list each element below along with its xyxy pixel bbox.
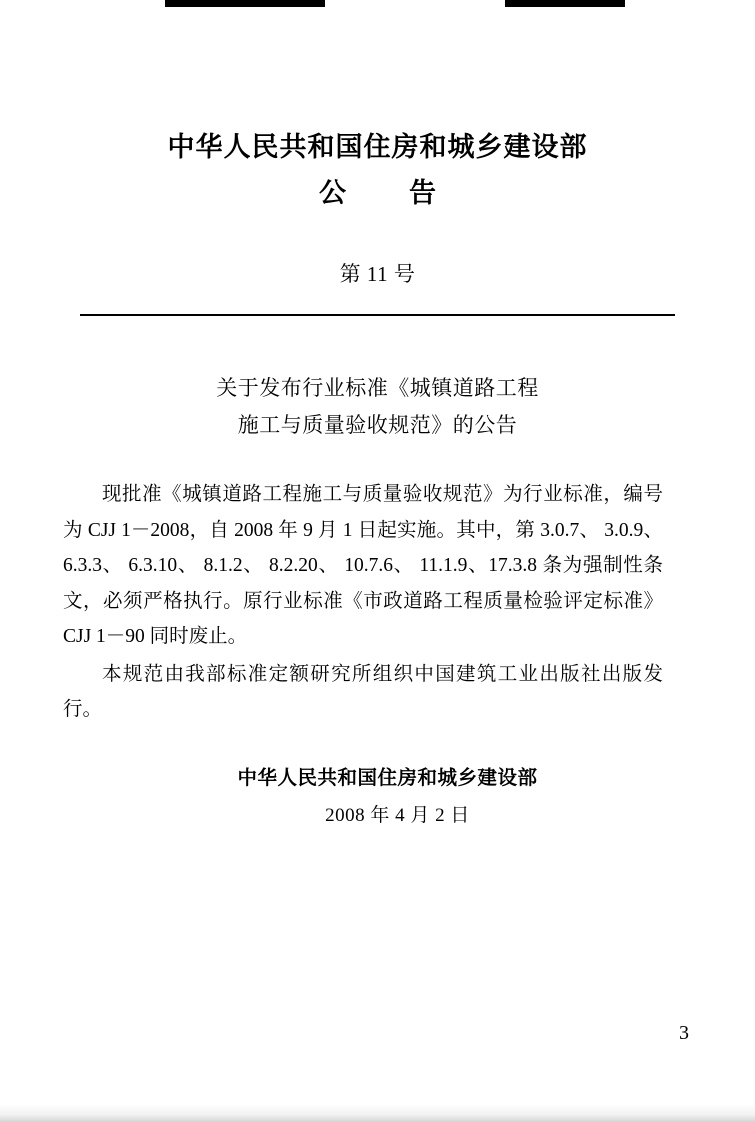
signature-date: 2008 年 4 月 2 日 — [325, 804, 470, 826]
document-number: 第 11 号 — [339, 261, 416, 286]
ministry-title: 中华人民共和国住房和城乡建设部 — [167, 132, 588, 162]
page-content — [60, 0, 695, 1122]
page-bottom-shadow — [0, 1104, 755, 1122]
body-paragraph-1: 现批准《城镇道路工程施工与质量验收规范》为行业标准，编号为 CJJ 1－2008，自 2008 年 9 月 1 日起实施。其中，第 3.0.7、 3.0.9、 6.3.3、 6.3.10、 8.1.2、 8.2.20、 10.7.6、 11.1.9、17.3.8 条为强制性条文，必须严格执行。原行业标准《市政道路工程质量检验评定标准》CJJ 1－90 同时废止。 — [63, 484, 663, 648]
subject-line-2: 施工与质量验收规范》的公告 — [237, 412, 518, 437]
horizontal-divider — [80, 314, 675, 316]
subject-line-1: 关于发布行业标准《城镇道路工程 — [216, 375, 539, 400]
document-type-heading: 公 告 — [319, 177, 454, 208]
signature-issuer: 中华人民共和国住房和城乡建设部 — [237, 767, 538, 789]
page-number: 3 — [679, 1022, 689, 1044]
announcement-subject — [60, 370, 695, 444]
body-paragraph-2: 本规范由我部标准定额研究所组织中国建筑工业出版社出版发行。 — [63, 663, 663, 721]
announcement-body — [63, 477, 663, 727]
